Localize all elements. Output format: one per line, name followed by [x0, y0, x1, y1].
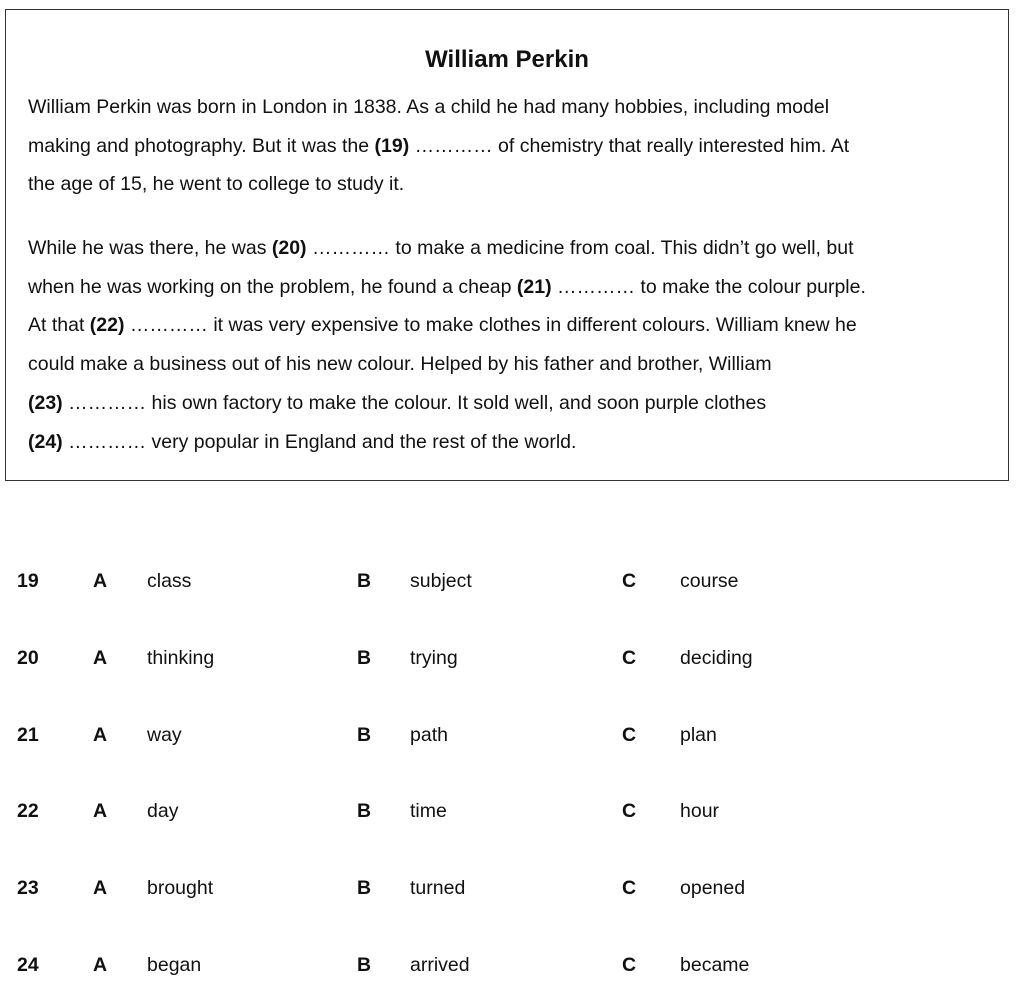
option-a-letter: A [93, 877, 108, 899]
text-segment: William Perkin was born in London in 1838. As a child he had many hobbies, including model [28, 96, 830, 118]
option-c-letter: C [622, 570, 637, 592]
paragraph-line [28, 268, 998, 307]
paragraph-line [28, 306, 998, 345]
option-b-letter: B [357, 800, 372, 822]
gap-number-21: (21) [516, 275, 552, 298]
gap-number-22: (22) [89, 314, 125, 337]
paragraph-line [28, 384, 998, 423]
text-segment: ………… very popular in England and the rest of the world. [62, 430, 577, 453]
option-b-letter: B [357, 954, 372, 976]
option-c-letter: C [622, 877, 637, 899]
option-c-letter: C [622, 800, 637, 822]
option-b-word[interactable]: arrived [410, 954, 470, 976]
text-segment: when he was working on the problem, he found a cheap [28, 275, 517, 298]
text-segment: could make a business out of his new colour. Helped by his father and brother, William [28, 353, 772, 376]
paragraph-line [28, 127, 998, 166]
gap-number-20: (20) [271, 237, 307, 259]
question-number: 19 [17, 570, 39, 592]
paragraph-line [28, 165, 998, 204]
text-segment: ………… his own factory to make the colour. It sold well, and soon purple clothes [62, 391, 767, 414]
paragraph-2 [28, 229, 998, 461]
passage-box [5, 9, 1009, 481]
option-c-letter: C [622, 724, 637, 746]
paragraph-line [28, 229, 998, 268]
text-segment: making and photography. But it was the [28, 134, 375, 157]
option-c-word[interactable]: plan [680, 724, 717, 746]
question-row-21 [0, 720, 1024, 750]
text-segment: ………… to make the colour purple. [551, 275, 866, 298]
option-a-word[interactable]: class [147, 570, 192, 592]
question-number: 24 [17, 954, 39, 976]
paragraph-line [28, 345, 998, 384]
option-a-letter: A [93, 647, 108, 669]
text-segment: ………… it was very expensive to make clothes in different colours. William knew he [124, 314, 857, 337]
gap-number-24: (24) [28, 430, 63, 453]
option-c-word[interactable]: became [680, 954, 750, 976]
option-a-word[interactable]: began [147, 954, 202, 976]
question-row-23 [0, 873, 1024, 903]
option-b-word[interactable]: time [410, 800, 447, 822]
gap-number-19: (19) [374, 134, 410, 157]
option-b-word[interactable]: trying [410, 647, 458, 669]
option-b-word[interactable]: path [410, 724, 448, 746]
question-number: 23 [17, 877, 39, 899]
option-a-letter: A [93, 800, 108, 822]
text-segment: ………… to make a medicine from coal. This didn’t go well, but [306, 237, 854, 259]
text-segment: At that [28, 314, 90, 337]
question-number: 22 [17, 800, 39, 822]
option-a-word[interactable]: way [147, 724, 182, 746]
option-c-word[interactable]: course [680, 570, 739, 592]
option-a-letter: A [93, 570, 108, 592]
text-segment: the age of 15, he went to college to study it. [28, 173, 405, 196]
paragraph-1 [28, 88, 998, 204]
option-b-word[interactable]: turned [410, 877, 466, 899]
question-number: 21 [17, 724, 39, 746]
text-segment: While he was there, he was [28, 237, 272, 259]
question-row-20 [0, 643, 1024, 673]
option-b-letter: B [357, 570, 372, 592]
option-c-word[interactable]: opened [680, 877, 746, 899]
option-c-word[interactable]: deciding [680, 647, 753, 669]
passage-title: William Perkin [425, 46, 589, 73]
option-c-letter: C [622, 647, 637, 669]
gap-number-23: (23) [28, 391, 63, 414]
question-row-19 [0, 566, 1024, 596]
option-a-word[interactable]: day [147, 800, 179, 822]
option-b-word[interactable]: subject [410, 570, 472, 592]
option-a-word[interactable]: brought [147, 877, 214, 899]
question-number: 20 [17, 647, 39, 669]
text-segment: ………… of chemistry that really interested him. At [409, 134, 850, 157]
question-row-22 [0, 796, 1024, 826]
option-c-letter: C [622, 954, 637, 976]
option-b-letter: B [357, 647, 372, 669]
option-a-letter: A [93, 724, 108, 746]
option-a-word[interactable]: thinking [147, 647, 215, 669]
option-a-letter: A [93, 954, 108, 976]
option-c-word[interactable]: hour [680, 800, 720, 822]
option-b-letter: B [357, 724, 372, 746]
paragraph-line [28, 423, 998, 462]
paragraph-line [28, 88, 998, 127]
option-b-letter: B [357, 877, 372, 899]
question-row-24 [0, 950, 1024, 980]
